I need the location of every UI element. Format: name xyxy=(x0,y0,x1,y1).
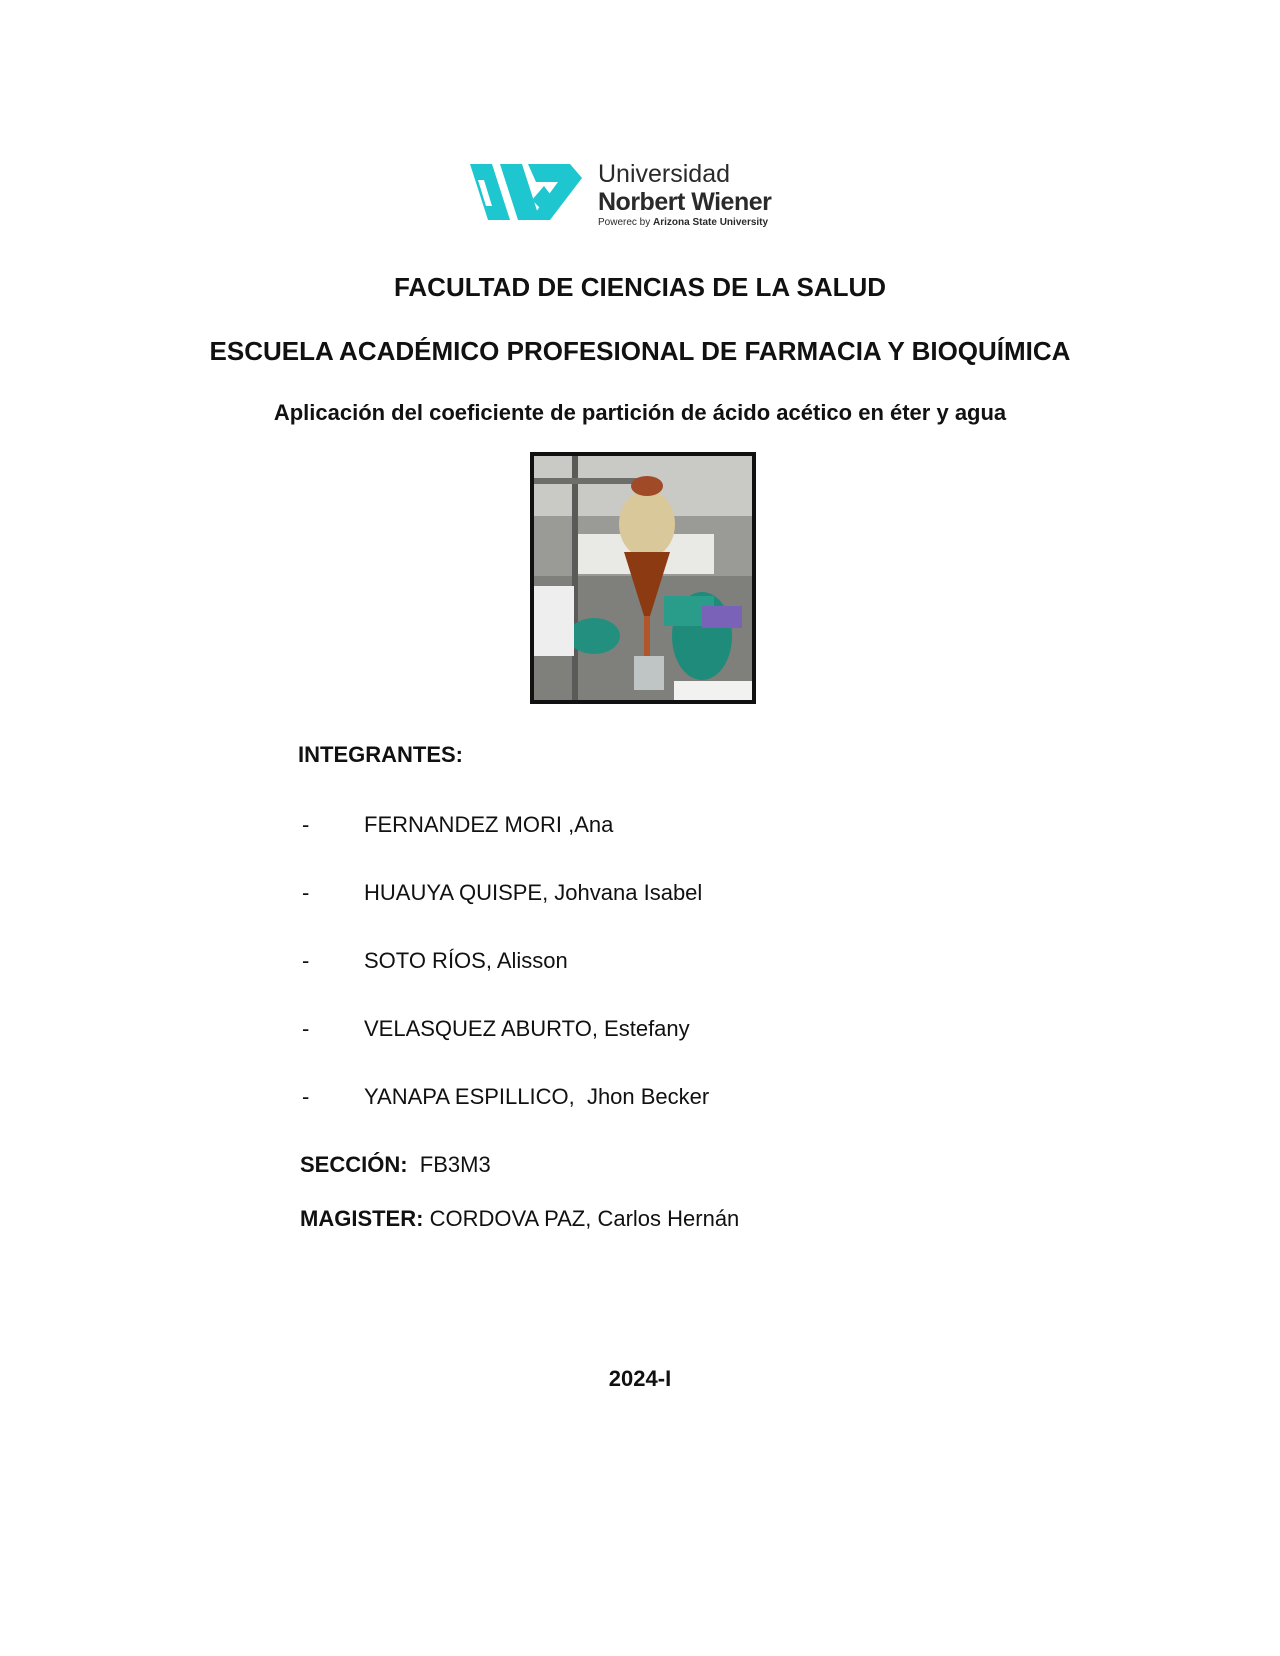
lab-photo xyxy=(530,452,756,704)
university-logo xyxy=(470,158,790,228)
teacher-label: MAGISTER: xyxy=(300,1206,424,1231)
member-name: VELASQUEZ ABURTO, Estefany xyxy=(364,1016,690,1041)
list-bullet: - xyxy=(302,1084,310,1109)
section-label: SECCIÓN: xyxy=(300,1152,408,1177)
logo-mark-icon xyxy=(470,160,590,226)
list-bullet: - xyxy=(302,948,310,973)
logo-line-2: Norbert Wiener xyxy=(598,188,772,216)
separatory-funnel-photo-icon xyxy=(534,456,752,700)
document-title: Aplicación del coeficiente de partición de ácido acético en éter y agua xyxy=(273,400,1007,425)
section-line xyxy=(300,1152,491,1178)
member-name: YANAPA ESPILLICO, Jhon Becker xyxy=(364,1084,710,1109)
teacher-value: CORDOVA PAZ, Carlos Hernán xyxy=(429,1206,740,1231)
list-bullet: - xyxy=(302,1016,310,1041)
teacher-line xyxy=(300,1206,739,1232)
faculty-heading: FACULTAD DE CIENCIAS DE LA SALUD xyxy=(393,272,887,302)
section-value: FB3M3 xyxy=(419,1152,491,1177)
academic-term: 2024-I xyxy=(608,1366,672,1391)
logo-line-1: Universidad xyxy=(598,160,731,188)
school-heading: ESCUELA ACADÉMICO PROFESIONAL DE FARMACIA Y BIOQUÍMICA xyxy=(209,336,1071,366)
list-bullet: - xyxy=(302,880,310,905)
member-name: SOTO RÍOS, Alisson xyxy=(364,948,568,973)
member-name: FERNANDEZ MORI ,Ana xyxy=(364,812,614,837)
member-name: HUAUYA QUISPE, Johvana Isabel xyxy=(364,880,703,905)
logo-line-3: Powerec by Arizona State University xyxy=(598,217,769,228)
list-bullet: - xyxy=(302,812,310,837)
members-label: INTEGRANTES: xyxy=(298,742,463,767)
